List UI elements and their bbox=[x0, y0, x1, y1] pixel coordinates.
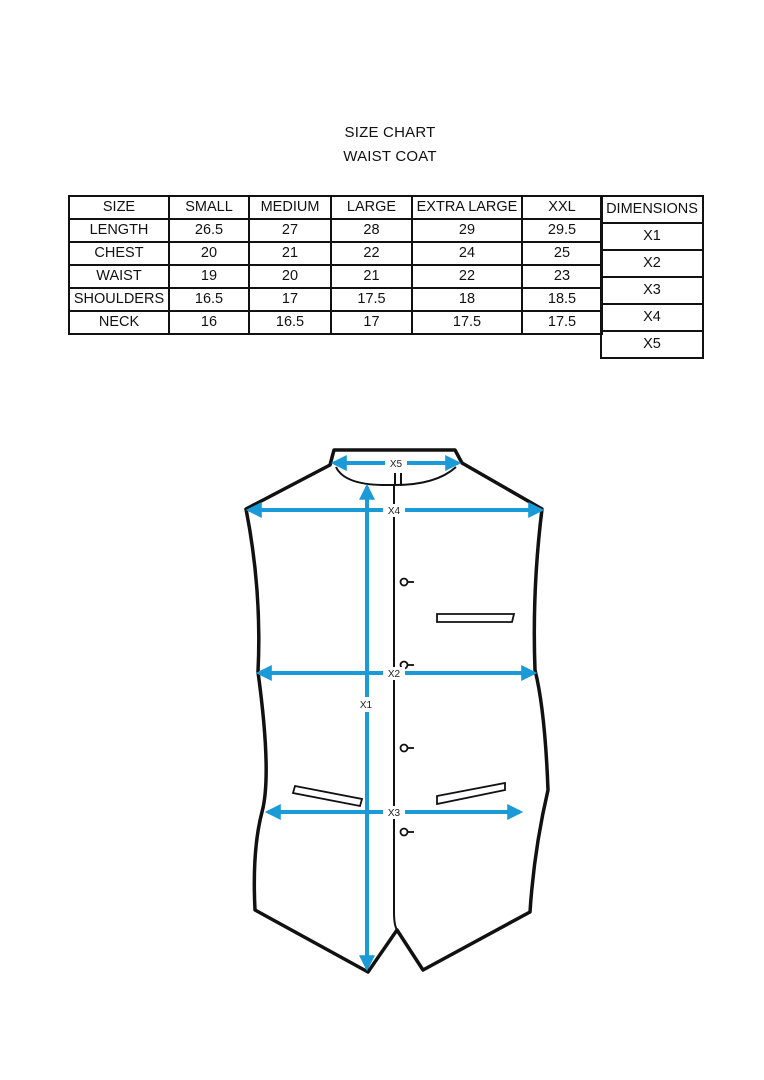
chest-pocket bbox=[437, 614, 514, 622]
table-cell: 20 bbox=[249, 265, 331, 288]
button-icon bbox=[401, 579, 408, 586]
table-cell: 17 bbox=[249, 288, 331, 311]
dimension-item: X5 bbox=[601, 331, 703, 358]
table-cell: 18.5 bbox=[522, 288, 602, 311]
table-cell: 27 bbox=[249, 219, 331, 242]
table-cell: 17.5 bbox=[522, 311, 602, 334]
header-large: LARGE bbox=[331, 196, 412, 219]
button-icon bbox=[401, 829, 408, 836]
header-small: SMALL bbox=[169, 196, 249, 219]
chart-title: SIZE CHART bbox=[344, 124, 436, 141]
left-hip-pocket bbox=[293, 786, 362, 806]
dimension-item: X4 bbox=[601, 304, 703, 331]
table-cell: 26.5 bbox=[169, 219, 249, 242]
table-cell: 25 bbox=[522, 242, 602, 265]
row-label: CHEST bbox=[69, 242, 169, 265]
header-extra-large: EXTRA LARGE bbox=[412, 196, 522, 219]
table-cell: 21 bbox=[331, 265, 412, 288]
table-cell: 19 bbox=[169, 265, 249, 288]
table-cell: 23 bbox=[522, 265, 602, 288]
x5-label: X5 bbox=[389, 459, 403, 470]
table-cell: 22 bbox=[412, 265, 522, 288]
x3-label: X3 bbox=[387, 808, 401, 819]
x2-label: X2 bbox=[387, 669, 401, 680]
table-cell: 22 bbox=[331, 242, 412, 265]
table-cell: 29 bbox=[412, 219, 522, 242]
dimension-item: X3 bbox=[601, 277, 703, 304]
placket-line bbox=[394, 486, 397, 930]
table-cell: 28 bbox=[331, 219, 412, 242]
table-cell: 18 bbox=[412, 288, 522, 311]
table-cell: 17.5 bbox=[412, 311, 522, 334]
dimension-item: X2 bbox=[601, 250, 703, 277]
header-size: SIZE bbox=[69, 196, 169, 219]
buttons bbox=[401, 579, 415, 836]
table-cell: 21 bbox=[249, 242, 331, 265]
table-cell: 24 bbox=[412, 242, 522, 265]
header-medium: MEDIUM bbox=[249, 196, 331, 219]
table-cell: 16.5 bbox=[169, 288, 249, 311]
table-cell: 16.5 bbox=[249, 311, 331, 334]
waistcoat-outline bbox=[246, 450, 548, 972]
table-cell: 29.5 bbox=[522, 219, 602, 242]
table-cell: 20 bbox=[169, 242, 249, 265]
button-icon bbox=[401, 745, 408, 752]
dimension-item: X1 bbox=[601, 223, 703, 250]
x4-label: X4 bbox=[387, 506, 401, 517]
row-label: NECK bbox=[69, 311, 169, 334]
chart-subtitle: WAIST COAT bbox=[343, 148, 437, 165]
table-cell: 17.5 bbox=[331, 288, 412, 311]
table-cell: 17 bbox=[331, 311, 412, 334]
table-cell: 16 bbox=[169, 311, 249, 334]
header-xxl: XXL bbox=[522, 196, 602, 219]
dimensions-header: DIMENSIONS bbox=[601, 196, 703, 223]
row-label: LENGTH bbox=[69, 219, 169, 242]
collar-details bbox=[336, 467, 456, 930]
x1-label: X1 bbox=[359, 700, 373, 711]
pockets bbox=[293, 614, 514, 806]
row-label: SHOULDERS bbox=[69, 288, 169, 311]
row-label: WAIST bbox=[69, 265, 169, 288]
right-hip-pocket bbox=[437, 783, 505, 804]
